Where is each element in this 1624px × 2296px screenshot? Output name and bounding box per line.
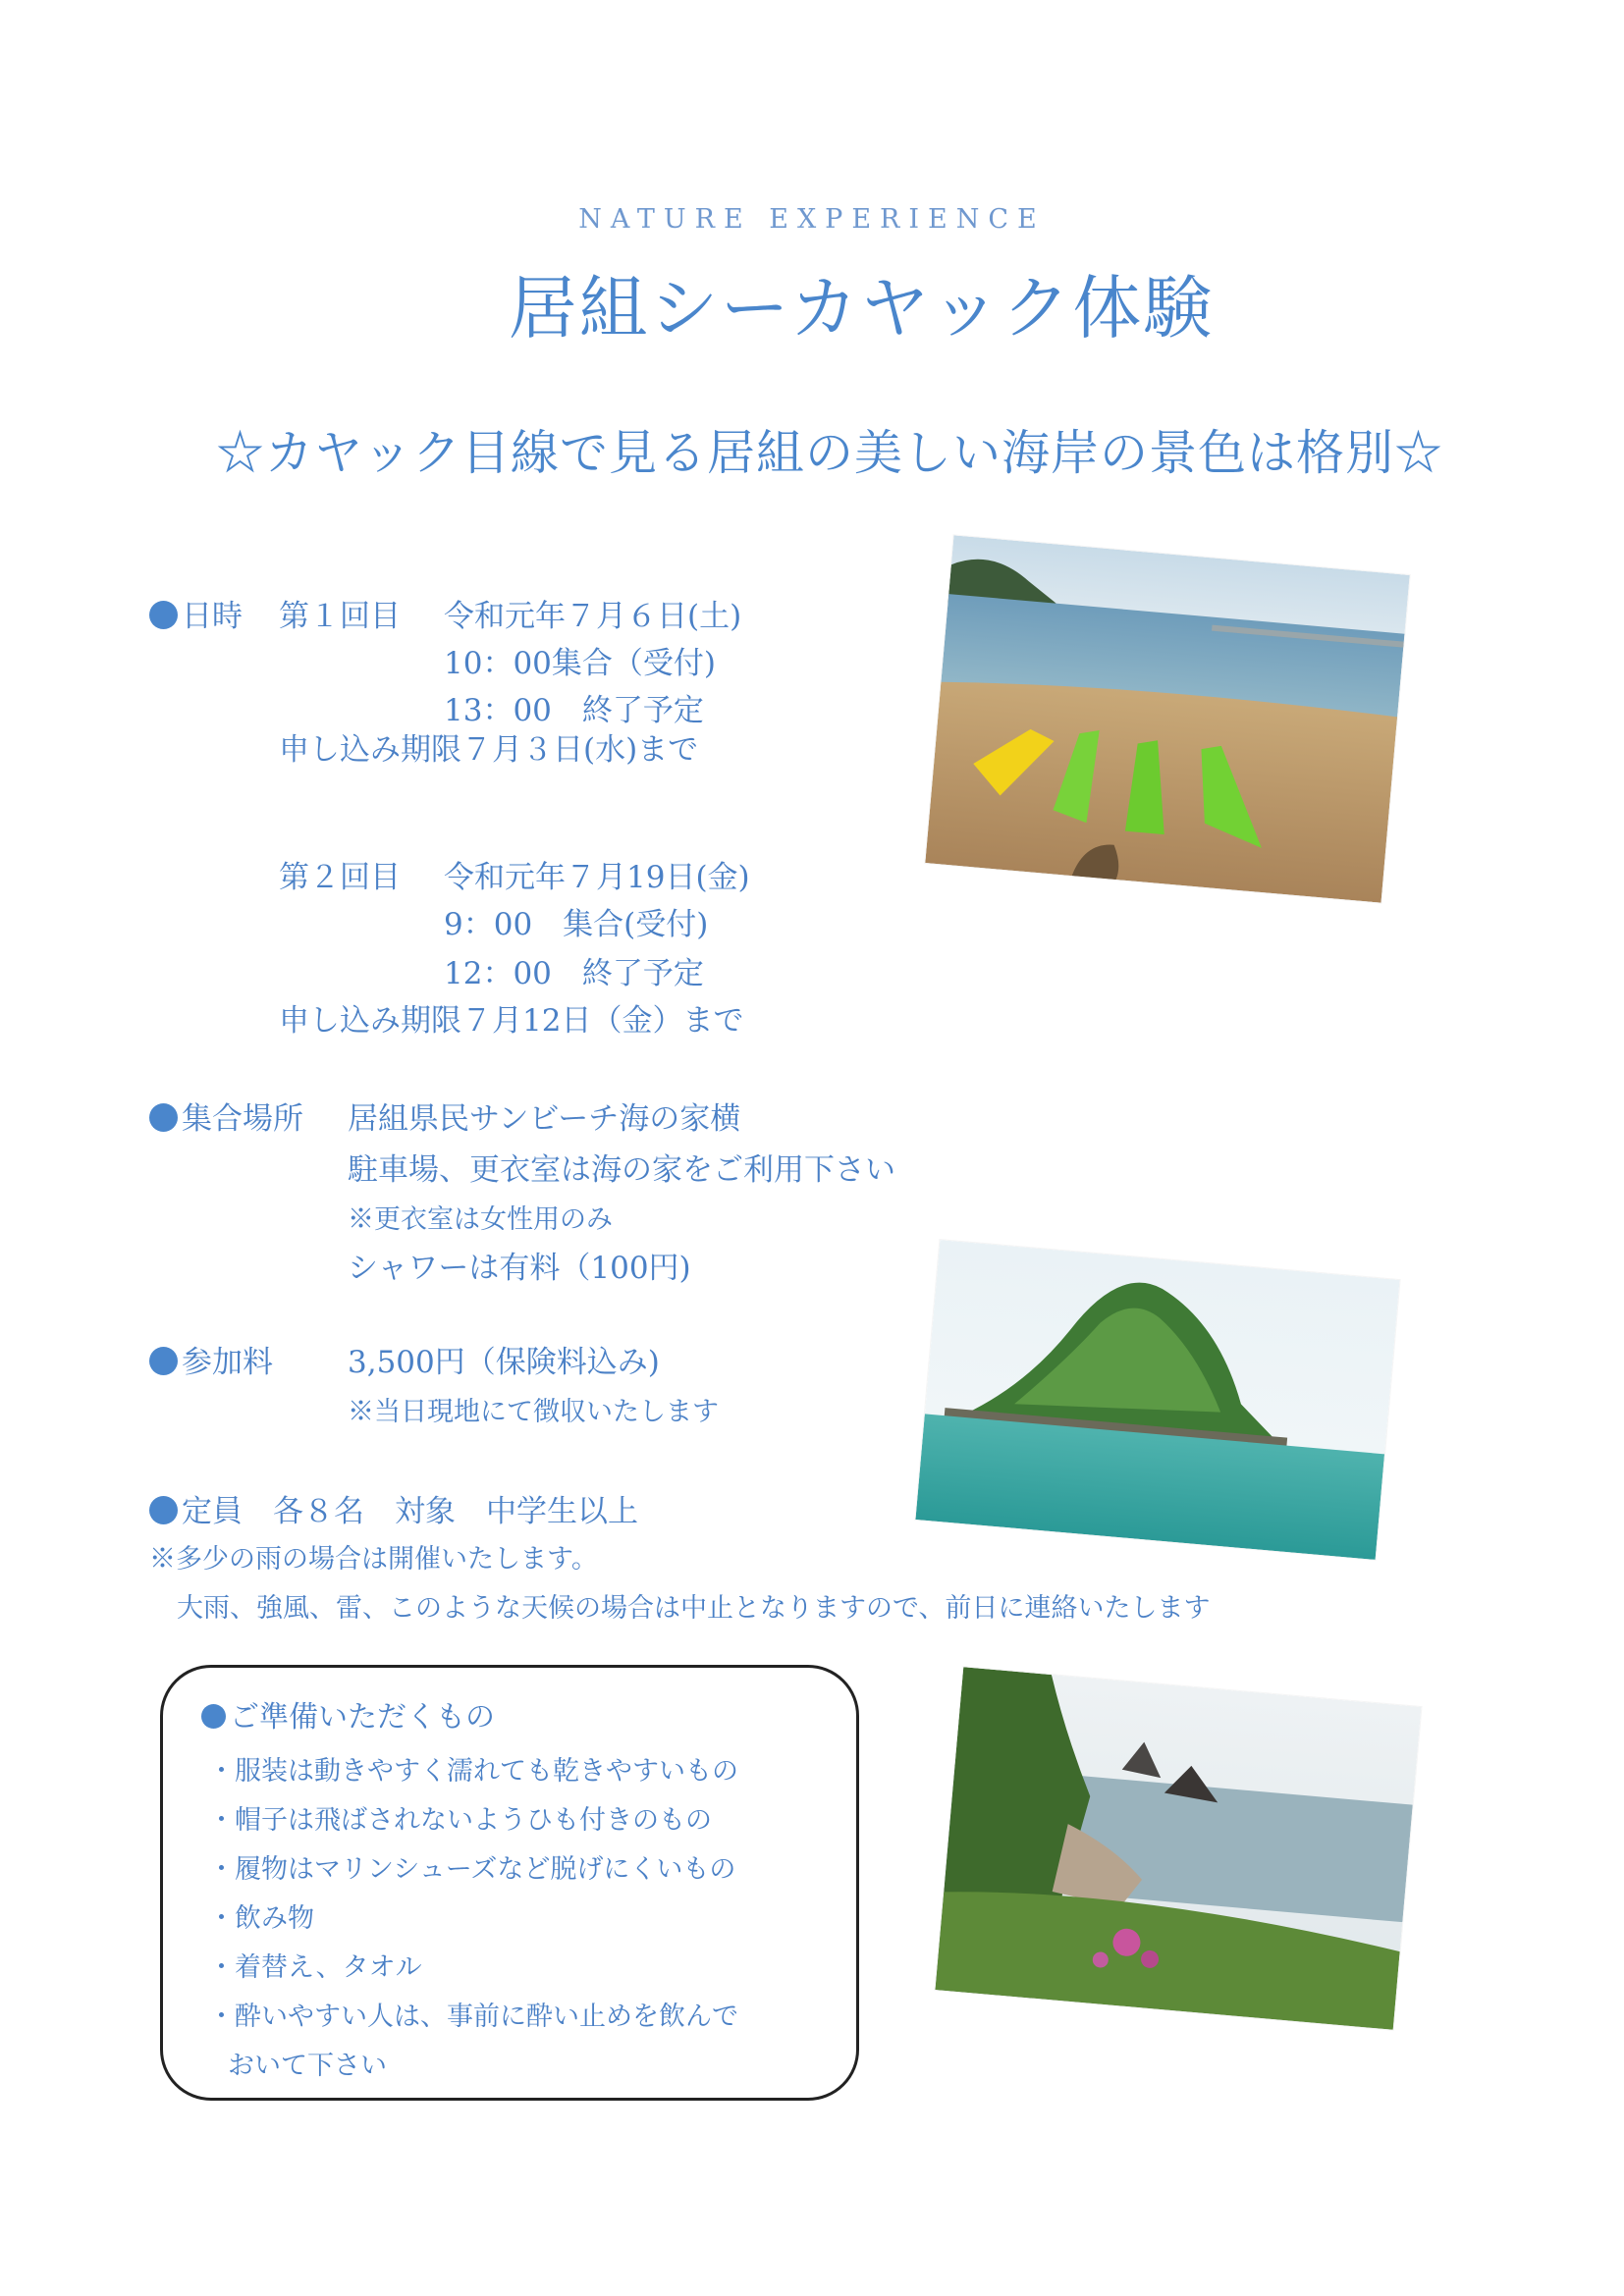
- rocky-coast-photo: [936, 1667, 1422, 2030]
- session2-meet: 9：00 集合(受付): [444, 907, 709, 942]
- tagline: ☆カヤック目線で見る居組の美しい海岸の景色は格別☆: [216, 425, 1444, 481]
- session2-end: 12：00 終了予定: [444, 956, 704, 991]
- session2-deadline: 申し込み期限７月12日（金）まで: [279, 1003, 744, 1039]
- prep-item: ・着替え、タオル: [208, 1952, 422, 1983]
- schedule-label-row: [149, 591, 243, 635]
- fee-amount: 3,500円（保険料込み): [348, 1345, 660, 1380]
- bullet-dot-icon: [201, 1704, 226, 1729]
- prep-item: ・服装は動きやすく濡れても乾きやすいもの: [208, 1756, 738, 1787]
- prep-item: ・履物はマリンシューズなど脱げにくいもの: [208, 1854, 736, 1885]
- meeting-note: ※更衣室は女性用のみ: [348, 1204, 613, 1235]
- session1-date: 令和元年７月６日(土): [444, 599, 742, 634]
- prep-item: ・酔いやすい人は、事前に酔い止めを飲んで: [208, 2002, 738, 2032]
- prep-title-row: [201, 1692, 495, 1735]
- eyebrow-text: NATURE EXPERIENCE: [578, 204, 1046, 235]
- meeting-place-label-row: [149, 1094, 303, 1138]
- fee-label-row: [149, 1337, 273, 1381]
- session1-name: 第１回目: [279, 599, 401, 634]
- meeting-place: 居組県民サンビーチ海の家横: [348, 1101, 741, 1137]
- prep-item-continuation: おいて下さい: [228, 2051, 387, 2081]
- meeting-shower: シャワーは有料（100円): [348, 1251, 691, 1286]
- prep-item: ・帽子は飛ばされないようひも付きのもの: [208, 1805, 712, 1836]
- session1-meet: 10：00集合（受付): [444, 646, 716, 681]
- bullet-dot-icon: [149, 1103, 178, 1132]
- schedule-label: 日時: [182, 599, 243, 634]
- bullet-dot-icon: [149, 1496, 178, 1524]
- fee-note: ※当日現地にて徴収いたします: [348, 1397, 719, 1427]
- capacity-text: 定員 各８名 対象 中学生以上: [182, 1494, 638, 1529]
- session1-end: 13：00 終了予定: [444, 693, 704, 728]
- kayaks-on-beach-photo: [925, 535, 1409, 902]
- fee-label: 参加料: [182, 1345, 273, 1380]
- session1-deadline: 申し込み期限７月３日(水)まで: [279, 732, 699, 768]
- page-title: 居組シーカヤック体験: [508, 268, 1215, 348]
- green-island-photo: [915, 1240, 1399, 1560]
- session2-name: 第２回目: [279, 860, 401, 895]
- session2-date: 令和元年７月19日(金): [444, 860, 750, 895]
- rain-note: ※多少の雨の場合は開催いたします。: [149, 1544, 598, 1575]
- prep-title: ご準備いただくもの: [230, 1700, 495, 1735]
- bullet-dot-icon: [149, 1347, 178, 1375]
- prep-item: ・飲み物: [208, 1903, 314, 1934]
- cancel-note: 大雨、強風、雷、このような天候の場合は中止となりますので、前日に連絡いたします: [177, 1593, 1211, 1624]
- meeting-parking: 駐車場、更衣室は海の家をご利用下さい: [348, 1152, 895, 1188]
- capacity-row: [149, 1486, 638, 1530]
- meeting-place-label: 集合場所: [182, 1101, 303, 1137]
- bullet-dot-icon: [149, 601, 178, 629]
